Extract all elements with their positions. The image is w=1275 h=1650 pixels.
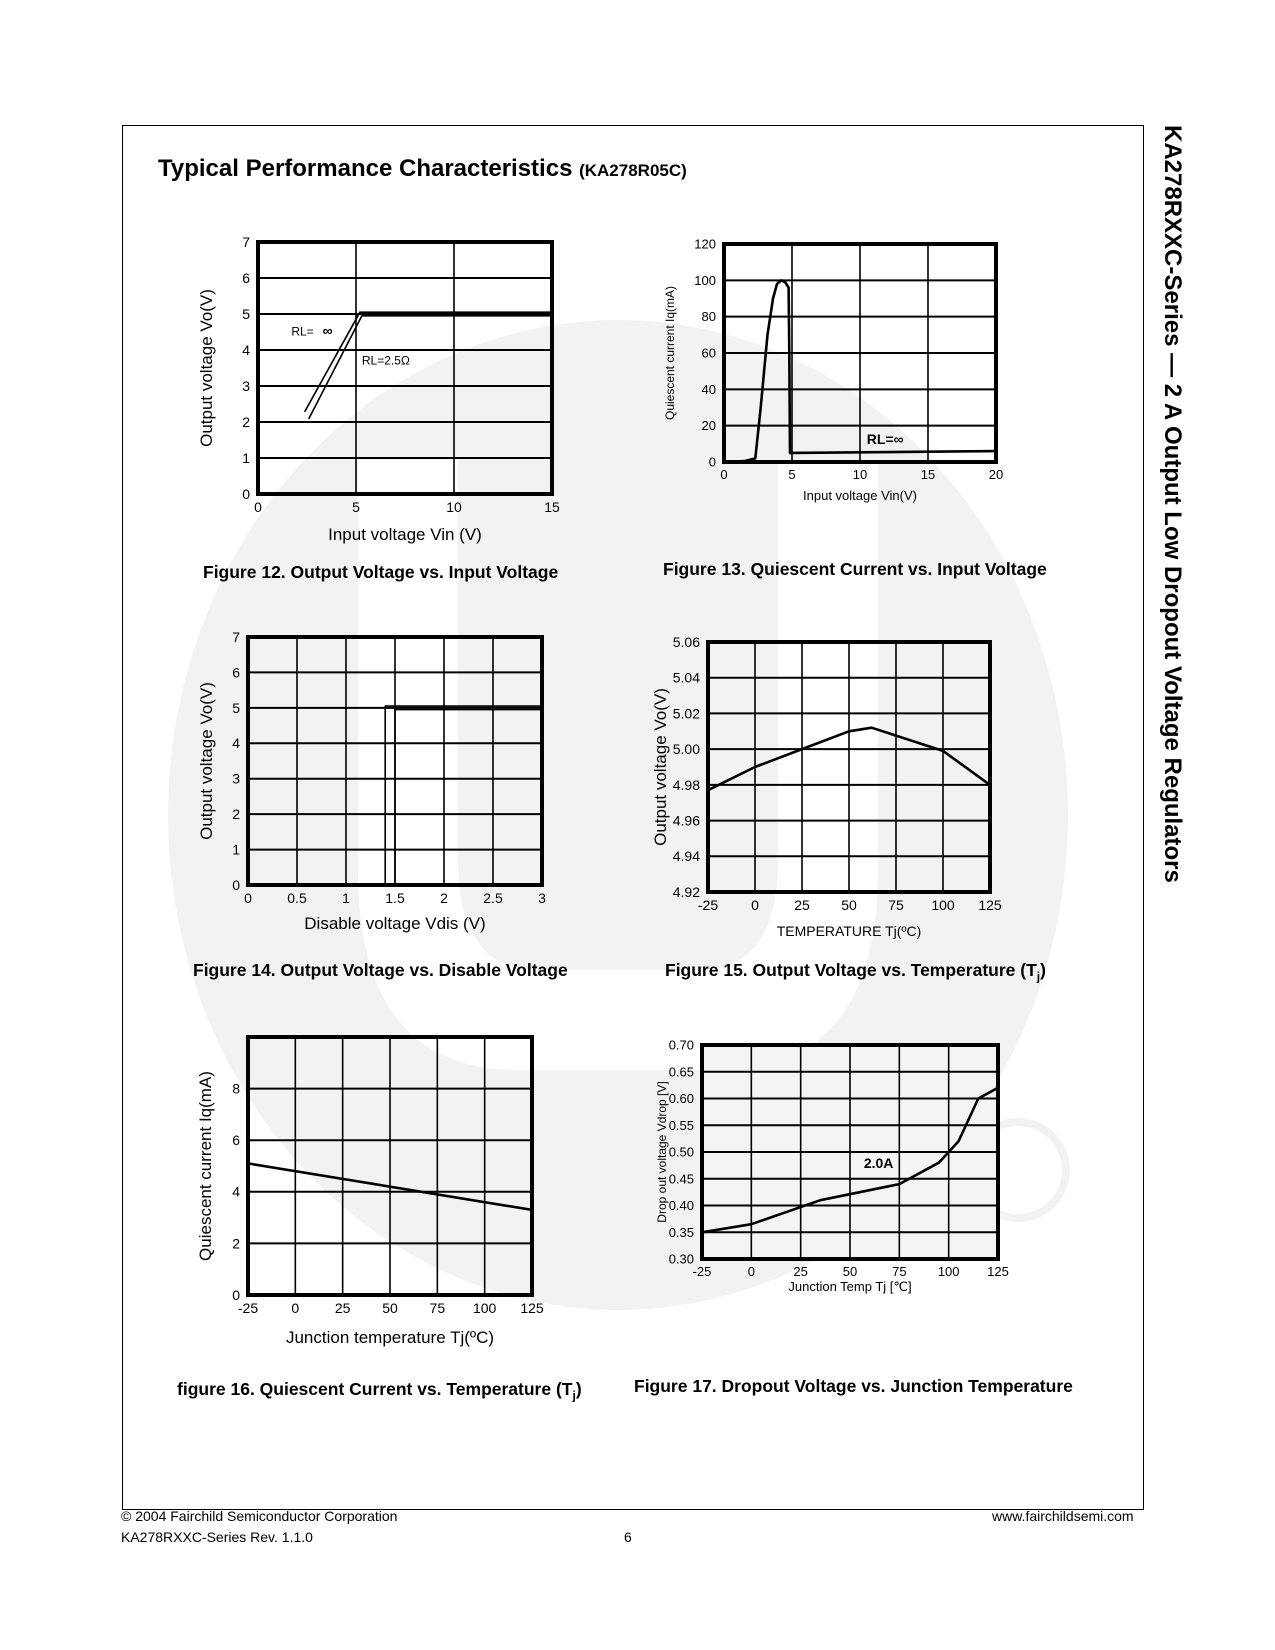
page-title: Typical Performance Characteristics (KA278R05C) [158, 155, 687, 182]
y-tick-label: 6 [242, 269, 250, 286]
y-tick-label: 3 [232, 770, 240, 787]
side-title: KA278RXXC-Series — 2 A Output Low Dropout Voltage Regulators [1159, 125, 1186, 883]
y-tick-label: 8 [232, 1080, 240, 1097]
x-tick-label: 0 [747, 1264, 755, 1279]
y-tick-label: 2 [232, 1235, 240, 1252]
y-tick-label: 4 [242, 341, 250, 358]
x-tick-label: 25 [334, 1300, 351, 1316]
y-axis-label: Output voltage Vo(V) [196, 289, 216, 447]
chart-fig14 [190, 625, 590, 945]
y-tick-label: 5 [232, 699, 240, 716]
x-tick-label: 3 [538, 890, 546, 906]
y-tick-label: 0.40 [668, 1198, 694, 1214]
y-tick-label: 4.94 [672, 848, 700, 865]
y-tick-label: 2 [242, 413, 250, 430]
annotation-label: ∞ [322, 322, 333, 339]
y-tick-label: 100 [694, 272, 716, 288]
y-tick-label: 5 [242, 305, 250, 322]
annotation-label: RL=∞ [866, 430, 904, 447]
x-tick-label: 10 [446, 499, 462, 515]
page-title-part: (KA278R05C) [579, 161, 687, 180]
x-tick-label: 0 [254, 499, 262, 515]
y-tick-label: 5.00 [672, 741, 700, 758]
chart-fig13 [663, 236, 1070, 540]
x-tick-label: 0.5 [287, 890, 307, 906]
y-axis-label: Quiescent current Iq(mA) [663, 285, 678, 421]
x-tick-label: 25 [794, 897, 810, 913]
x-tick-label: -25 [237, 1300, 259, 1316]
caption-fig14: Figure 14. Output Voltage vs. Disable Voltage [193, 960, 568, 980]
series-line [395, 710, 542, 885]
x-tick-label: 20 [988, 467, 1004, 482]
x-tick-label: 75 [888, 897, 904, 913]
x-tick-label: 125 [978, 897, 1002, 913]
y-axis-label: Output voltage Vo(V) [196, 682, 216, 840]
caption-fig13: Figure 13. Quiescent Current vs. Input Voltage [663, 559, 1047, 579]
y-axis-label: Drop out voltage Vdrop [V] [655, 1081, 670, 1223]
x-tick-label: 15 [544, 499, 560, 515]
x-tick-label: 50 [382, 1300, 398, 1316]
y-tick-label: 0 [232, 1286, 240, 1303]
y-tick-label: 4.98 [672, 776, 700, 793]
series-line [305, 312, 552, 411]
x-tick-label: 75 [429, 1300, 446, 1316]
footer-website-link[interactable]: www.fairchildsemi.com [992, 1508, 1134, 1524]
x-tick-label: 0 [720, 467, 728, 482]
annotation-label: RL=2.5Ω [361, 353, 410, 368]
x-axis-label: Disable voltage Vdis (V) [304, 914, 486, 933]
x-tick-label: 75 [892, 1264, 907, 1279]
y-tick-label: 7 [232, 628, 240, 645]
y-tick-label: 3 [242, 377, 250, 394]
footer-page-number: 6 [624, 1529, 632, 1545]
x-tick-label: 100 [937, 1264, 960, 1279]
x-axis-label: Junction temperature Tj(ºC) [285, 1328, 495, 1347]
plot-frame [258, 242, 552, 494]
y-tick-label: 20 [701, 418, 716, 434]
y-tick-label: 40 [701, 381, 716, 397]
y-tick-label: 0 [242, 485, 250, 502]
x-axis-label: Input voltage Vin (V) [328, 525, 482, 544]
x-tick-label: 15 [920, 467, 936, 482]
y-tick-label: 4 [232, 1183, 240, 1200]
y-tick-label: 5.02 [672, 705, 700, 722]
y-tick-label: 5.06 [672, 633, 700, 650]
y-tick-label: 7 [242, 233, 250, 250]
x-tick-label: 0 [751, 897, 759, 913]
y-tick-label: 6 [232, 1132, 240, 1149]
y-tick-label: 0.70 [668, 1037, 694, 1053]
annotation-label: 2.0A [863, 1155, 894, 1172]
x-tick-label: 10 [852, 467, 868, 482]
x-tick-label: 2.5 [483, 890, 503, 906]
x-tick-label: 5 [352, 499, 360, 515]
chart-fig15 [650, 630, 1065, 950]
y-tick-label: 4 [232, 735, 240, 752]
y-axis-label: Output voltage Vo(V) [650, 688, 670, 846]
y-tick-label: 80 [701, 309, 716, 325]
chart-fig16 [190, 1025, 590, 1355]
x-axis-label: TEMPERATURE Tj(ºC) [776, 923, 922, 939]
footer-revision: KA278RXXC-Series Rev. 1.1.0 [121, 1529, 313, 1545]
x-tick-label: 125 [520, 1300, 544, 1316]
y-tick-label: 1 [242, 449, 250, 466]
x-axis-label: Input voltage Vin(V) [803, 488, 917, 503]
y-tick-label: 1 [232, 841, 240, 858]
x-tick-label: 0 [244, 890, 252, 906]
y-tick-label: 0.45 [668, 1171, 694, 1187]
x-tick-label: 2 [440, 890, 448, 906]
y-tick-label: 120 [694, 236, 716, 252]
y-tick-label: 0 [232, 876, 240, 893]
y-tick-label: 0.50 [668, 1144, 694, 1160]
caption-fig15: Figure 15. Output Voltage vs. Temperature $(T_j)$ [665, 960, 1046, 984]
y-tick-label: 6 [232, 664, 240, 681]
caption-fig17: Figure 17. Dropout Voltage vs. Junction Temperature [634, 1376, 1073, 1396]
annotation-label: RL= [291, 324, 314, 339]
series-line [309, 316, 552, 419]
x-tick-label: 25 [793, 1264, 808, 1279]
caption-fig12: Figure 12. Output Voltage vs. Input Voltage [203, 562, 559, 582]
x-axis-label: Junction Temp Tj [℃] [788, 1279, 912, 1294]
chart-fig12 [190, 230, 590, 560]
series-line [385, 706, 542, 885]
y-tick-label: 0.35 [668, 1224, 694, 1240]
chart-fig17 [655, 1037, 1070, 1345]
y-axis-label: Quiescent current Iq(mA) [195, 1071, 215, 1261]
x-tick-label: 1 [342, 890, 350, 906]
y-tick-label: 0.60 [668, 1091, 694, 1107]
y-tick-label: 2 [232, 806, 240, 823]
x-tick-label: 50 [842, 1264, 858, 1279]
x-tick-label: 50 [841, 897, 857, 913]
y-tick-label: 0.55 [668, 1117, 694, 1133]
y-tick-label: 5.04 [672, 669, 700, 686]
y-tick-label: 0.30 [668, 1251, 694, 1267]
caption-fig16: figure 16. Quiescent Current vs. Temperature $(T_j)$ [177, 1379, 582, 1403]
y-tick-label: 0.65 [668, 1064, 694, 1080]
x-tick-label: 125 [987, 1264, 1009, 1279]
x-tick-label: 100 [472, 1300, 497, 1316]
x-tick-label: -25 [697, 897, 719, 913]
x-tick-label: 100 [931, 897, 955, 913]
x-tick-label: -25 [692, 1264, 712, 1279]
x-tick-label: 5 [788, 467, 796, 482]
y-tick-label: 4.96 [672, 812, 700, 829]
y-tick-label: 0 [708, 454, 716, 470]
y-tick-label: 4.92 [672, 883, 700, 900]
x-tick-label: 0 [291, 1300, 300, 1316]
footer-copyright: © 2004 Fairchild Semiconductor Corporation [121, 1508, 398, 1524]
x-tick-label: 1.5 [385, 890, 405, 906]
y-tick-label: 60 [701, 345, 716, 361]
